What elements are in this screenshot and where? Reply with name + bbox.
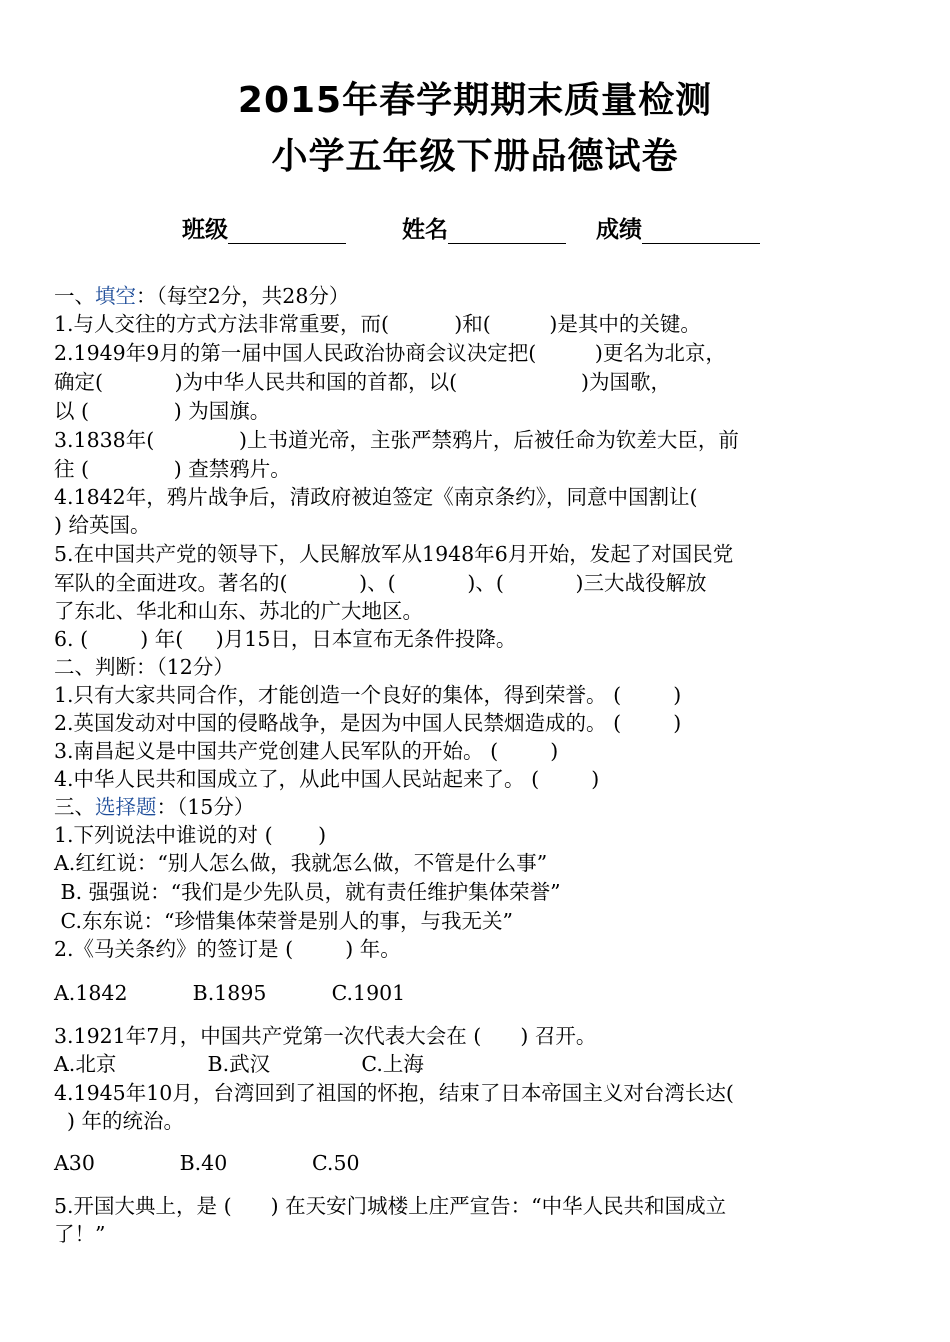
question-line: ) 年的统治。 bbox=[54, 1109, 185, 1133]
class-label: 班级 bbox=[182, 217, 228, 243]
option-line: A.北京 B.武汉 C.上海 bbox=[54, 1052, 424, 1076]
student-info-row bbox=[182, 211, 760, 244]
question-line: 5.在中国共产党的领导下，人民解放军从1948年6月开始，发起了对国民党 bbox=[54, 542, 734, 566]
exam-title: 2015年春学期期末质量检测 bbox=[237, 80, 713, 121]
option-line: B. 强强说：“我们是少先队员，就有责任维护集体荣誉” bbox=[54, 880, 561, 904]
question-line: 3.1838年( )上书道光帝，主张严禁鸦片，后被任命为钦差大臣，前 bbox=[54, 428, 739, 452]
exam-subtitle: 小学五年级下册品德试卷 bbox=[271, 136, 679, 177]
question-line: 了东北、华北和山东、苏北的广大地区。 bbox=[54, 599, 423, 623]
question-line: 以 ( ) 为国旗。 bbox=[54, 399, 271, 423]
question-line: 确定( )为中华人民共和国的首都，以( )为国歌， bbox=[54, 370, 671, 394]
score-blank[interactable] bbox=[642, 217, 760, 244]
question-line: 3.1921年7月，中国共产党第一次代表大会在 ( ) 召开。 bbox=[54, 1024, 597, 1048]
question-line: 军队的全面进攻。著名的( )、( )、( )三大战役解放 bbox=[54, 571, 707, 595]
name-label: 姓名 bbox=[402, 217, 448, 243]
class-blank[interactable] bbox=[228, 217, 346, 244]
option-line: C.东东说：“珍惜集体荣誉是别人的事，与我无关” bbox=[54, 909, 513, 933]
section3-name: 选择题 bbox=[95, 795, 157, 819]
section3-heading: 三、选择题：（15分） bbox=[54, 795, 255, 819]
name-blank[interactable] bbox=[448, 217, 566, 244]
question-line: 1.与人交往的方式方法非常重要，而( )和( )是其中的关键。 bbox=[54, 312, 701, 336]
section1-heading: 一、填空：（每空2分，共28分） bbox=[54, 284, 350, 308]
question-line: 往 ( ) 查禁鸦片。 bbox=[54, 457, 291, 481]
question-line: 了！” bbox=[54, 1222, 106, 1246]
section2-heading: 二、判断：（12分） bbox=[54, 655, 234, 679]
question-line: 2.1949年9月的第一届中国人民政治协商会议决定把( )更名为北京， bbox=[54, 341, 726, 365]
question-line: 6. ( ) 年( )月15日，日本宣布无条件投降。 bbox=[54, 627, 517, 651]
option-line: A.红红说：“别人怎么做，我就怎么做，不管是什么事” bbox=[54, 851, 548, 875]
question-line: ) 给英国。 bbox=[54, 513, 151, 537]
question-line: 2.英国发动对中国的侵略战争，是因为中国人民禁烟造成的。 ( ) bbox=[54, 711, 682, 735]
option-line: A30 B.40 C.50 bbox=[54, 1151, 360, 1175]
question-line: 5.开国大典上，是 ( ) 在天安门城楼上庄严宣告：“中华人民共和国成立 bbox=[54, 1194, 727, 1218]
section1-name: 填空 bbox=[95, 284, 136, 308]
question-line: 2.《马关条约》的签订是 ( ) 年。 bbox=[54, 937, 401, 961]
question-line: 4.1945年10月，台湾回到了祖国的怀抱，结束了日本帝国主义对台湾长达( bbox=[54, 1081, 734, 1105]
question-line: 3.南昌起义是中国共产党创建人民军队的开始。 ( ) bbox=[54, 739, 559, 763]
option-line: A.1842 B.1895 C.1901 bbox=[54, 981, 406, 1005]
question-line: 4.1842年，鸦片战争后，清政府被迫签定《南京条约》，同意中国割让( bbox=[54, 485, 698, 509]
question-line: 4.中华人民共和国成立了，从此中国人民站起来了。 ( ) bbox=[54, 767, 600, 791]
question-line: 1.下列说法中谁说的对 ( ) bbox=[54, 823, 327, 847]
score-label: 成绩 bbox=[596, 217, 642, 243]
question-line: 1.只有大家共同合作，才能创造一个良好的集体，得到荣誉。 ( ) bbox=[54, 683, 682, 707]
